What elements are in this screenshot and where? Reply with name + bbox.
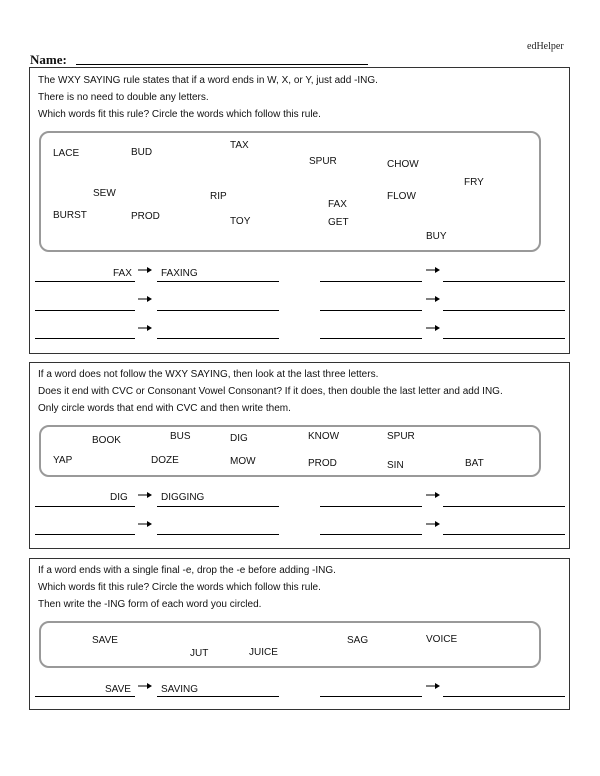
right-arrow-icon	[426, 324, 440, 332]
word-option[interactable]: VOICE	[426, 634, 458, 645]
instruction-line: Only circle words that end with CVC and then write them.	[38, 403, 291, 414]
right-arrow-icon	[138, 491, 152, 499]
word-option[interactable]: LACE	[53, 148, 80, 159]
word-option[interactable]: TOY	[230, 216, 251, 227]
word-option[interactable]: BUY	[426, 231, 447, 242]
instruction-line: Then write the -ING form of each word you circled.	[38, 599, 262, 610]
example-word: SAVE	[105, 684, 131, 695]
right-arrow-icon	[426, 520, 440, 528]
example-answer: DIGGING	[161, 492, 205, 503]
word-option[interactable]: BURST	[53, 210, 87, 221]
word-answer-line[interactable]	[35, 534, 135, 535]
word-answer-line[interactable]	[35, 506, 135, 507]
word-option[interactable]: SAG	[347, 635, 369, 646]
instruction-line: If a word ends with a single final -e, drop the -e before adding -ING.	[38, 565, 336, 576]
instruction-line: Which words fit this rule? Circle the words which follow this rule.	[38, 109, 321, 120]
section-1-instructions	[38, 72, 378, 123]
word-option[interactable]: SIN	[387, 460, 404, 471]
ing-answer-line[interactable]	[157, 338, 279, 339]
word-answer-line[interactable]	[320, 281, 422, 282]
word-option[interactable]: JUICE	[249, 647, 278, 658]
instruction-line: There is no need to double any letters.	[38, 92, 209, 103]
ing-answer-line[interactable]	[443, 506, 565, 507]
ing-answer-line[interactable]	[443, 310, 565, 311]
word-option[interactable]: DIG	[230, 433, 248, 444]
word-answer-line[interactable]	[320, 338, 422, 339]
ing-answer-line[interactable]	[157, 696, 279, 697]
example-answer: FAXING	[161, 268, 198, 279]
right-arrow-icon	[138, 324, 152, 332]
section-2-instructions	[38, 366, 503, 417]
right-arrow-icon	[426, 295, 440, 303]
right-arrow-icon	[138, 682, 152, 690]
ing-answer-line[interactable]	[443, 696, 565, 697]
instruction-line: Which words fit this rule? Circle the words which follow this rule.	[38, 582, 321, 593]
word-answer-line[interactable]	[320, 310, 422, 311]
right-arrow-icon	[138, 520, 152, 528]
word-option[interactable]: SEW	[93, 188, 116, 199]
word-answer-line[interactable]	[35, 696, 135, 697]
instruction-line: Does it end with CVC or Consonant Vowel Consonant? If it does, then double the last letter and add ING.	[38, 386, 503, 397]
word-answer-line[interactable]	[320, 506, 422, 507]
ing-answer-line[interactable]	[157, 281, 279, 282]
word-option[interactable]: PROD	[308, 458, 337, 469]
word-option[interactable]: DOZE	[151, 455, 179, 466]
ing-answer-line[interactable]	[443, 534, 565, 535]
ing-answer-line[interactable]	[443, 281, 565, 282]
instruction-line: The WXY SAYING rule states that if a word ends in W, X, or Y, just add -ING.	[38, 75, 378, 86]
right-arrow-icon	[138, 266, 152, 274]
word-option[interactable]: JUT	[190, 648, 209, 659]
word-option[interactable]: TAX	[230, 140, 249, 151]
ing-answer-line[interactable]	[443, 338, 565, 339]
word-option[interactable]: BAT	[465, 458, 484, 469]
example-word: FAX	[113, 268, 132, 279]
word-option[interactable]: MOW	[230, 456, 256, 467]
name-label: Name:	[30, 52, 67, 67]
word-answer-line[interactable]	[320, 534, 422, 535]
word-option[interactable]: CHOW	[387, 159, 419, 170]
instruction-line: If a word does not follow the WXY SAYING, then look at the last three letters.	[38, 369, 379, 380]
word-answer-line[interactable]	[35, 281, 135, 282]
word-option[interactable]: SPUR	[387, 431, 415, 442]
word-option[interactable]: RIP	[210, 191, 227, 202]
word-answer-line[interactable]	[35, 310, 135, 311]
word-option[interactable]: BUD	[131, 147, 153, 158]
word-option[interactable]: BUS	[170, 431, 191, 442]
right-arrow-icon	[426, 266, 440, 274]
word-option[interactable]: FAX	[328, 199, 347, 210]
example-answer: SAVING	[161, 684, 199, 695]
word-option[interactable]: GET	[328, 217, 349, 228]
ing-answer-line[interactable]	[157, 534, 279, 535]
word-option[interactable]: SPUR	[309, 156, 337, 167]
word-option[interactable]: FRY	[464, 177, 484, 188]
word-option[interactable]: BOOK	[92, 435, 121, 446]
brand-label: edHelper	[527, 41, 564, 52]
word-bank-2	[39, 425, 541, 477]
section-3-instructions	[38, 562, 336, 613]
word-option[interactable]: KNOW	[308, 431, 340, 442]
right-arrow-icon	[426, 682, 440, 690]
right-arrow-icon	[426, 491, 440, 499]
ing-answer-line[interactable]	[157, 310, 279, 311]
word-option[interactable]: SAVE	[92, 635, 118, 646]
word-answer-line[interactable]	[35, 338, 135, 339]
ing-answer-line[interactable]	[157, 506, 279, 507]
word-answer-line[interactable]	[320, 696, 422, 697]
word-option[interactable]: YAP	[53, 455, 73, 466]
name-field[interactable]	[76, 64, 368, 65]
word-option[interactable]: PROD	[131, 211, 160, 222]
example-word: DIG	[110, 492, 128, 503]
right-arrow-icon	[138, 295, 152, 303]
word-option[interactable]: FLOW	[387, 191, 416, 202]
